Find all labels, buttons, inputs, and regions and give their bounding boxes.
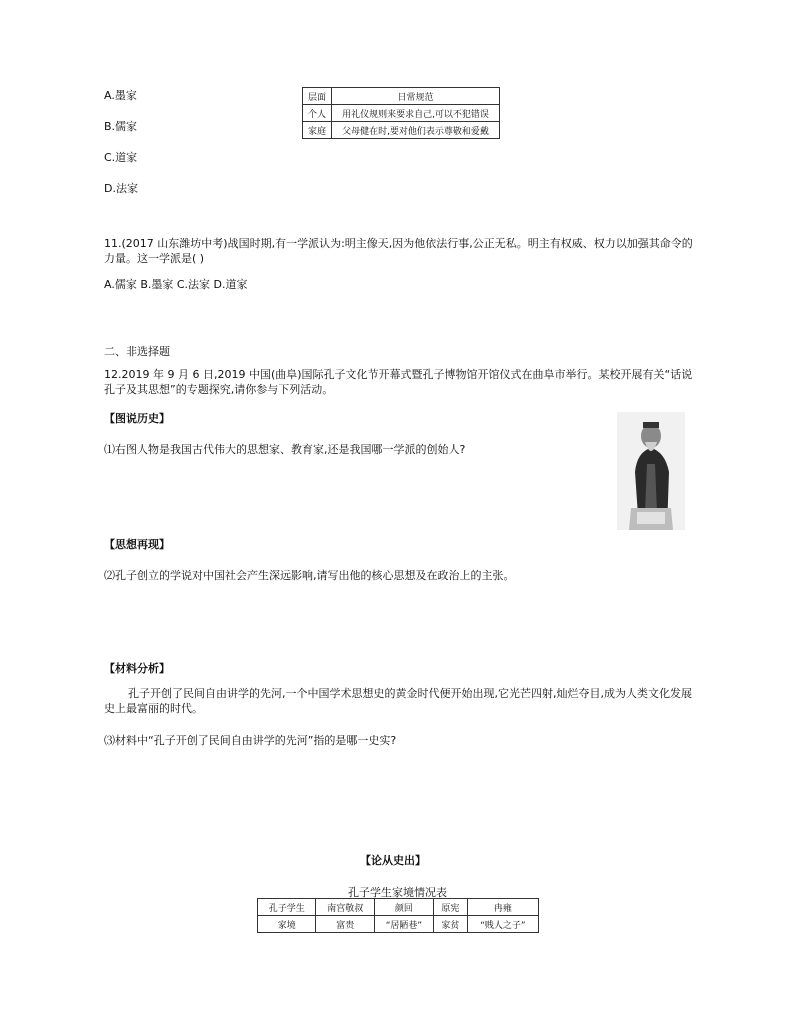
table-title: 孔子学生家境情况表 xyxy=(348,886,447,899)
table-cell: 用礼仪规则来要求自己,可以不犯错误 xyxy=(332,105,500,122)
q12-stem: 12.2019 年 9 月 6 日,2019 中国(曲阜)国际孔子文化节开幕式暨孔子博物馆开馆仪式在曲阜市举行。某校开展有关“话说孔子及其思想”的专题探究,请你参与下列活动。 xyxy=(104,368,693,396)
q11-options: A.儒家 B.墨家 C.法家 D.道家 xyxy=(104,278,248,291)
table-row xyxy=(258,899,539,916)
table-cell: “居陋巷” xyxy=(374,916,433,933)
table-cell: 家境 xyxy=(258,916,316,933)
table-header-cell: 颜回 xyxy=(374,899,433,916)
table-row xyxy=(303,88,500,105)
table-header-cell: 孔子学生 xyxy=(258,899,316,916)
table-cell: 家庭 xyxy=(303,122,332,139)
table-header-cell: 层面 xyxy=(303,88,332,105)
table-cell: 家贫 xyxy=(433,916,467,933)
table-cell: “贱人之子” xyxy=(467,916,538,933)
table-row xyxy=(303,122,500,139)
part-title-thought-revisited: 【思想再现】 xyxy=(104,538,170,551)
q12-part1-question: ⑴右图人物是我国古代伟大的思想家、教育家,还是我国哪一学派的创始人? xyxy=(104,443,466,456)
student-family-table xyxy=(257,898,539,933)
part-title-material-analysis: 【材料分析】 xyxy=(104,662,170,675)
confucius-portrait xyxy=(617,412,685,530)
table-header-cell: 冉雍 xyxy=(467,899,538,916)
part-title-history-argument: 【论从史出】 xyxy=(360,854,426,867)
table-row xyxy=(303,105,500,122)
table-cell: 个人 xyxy=(303,105,332,122)
table-cell: 富贵 xyxy=(316,916,374,933)
section-title: 二、非选择题 xyxy=(104,345,170,358)
q10-option-a: A.墨家 xyxy=(104,89,137,102)
table-header-cell: 原宪 xyxy=(433,899,467,916)
q10-option-d: D.法家 xyxy=(104,182,138,195)
table-cell: 父母健在时,要对他们表示尊敬和爱戴 xyxy=(332,122,500,139)
q12-part2-question: ⑵孔子创立的学说对中国社会产生深远影响,请写出他的核心思想及在政治上的主张。 xyxy=(104,569,515,582)
table-header-cell: 日常规范 xyxy=(332,88,500,105)
q10-norms-table xyxy=(302,87,500,139)
part-title-illustrated-history: 【图说历史】 xyxy=(104,412,170,425)
table-row xyxy=(258,916,539,933)
table-header-cell: 南宫敬叔 xyxy=(316,899,374,916)
q11-stem: 11.(2017 山东潍坊中考)战国时期,有一学派认为:明主像天,因为他依法行事,公正无私。明主有权威、权力以加强其命令的力量。这一学派是( ) xyxy=(104,237,693,265)
q10-option-b: B.儒家 xyxy=(104,120,138,133)
q12-material: 孔子开创了民间自由讲学的先河,一个中国学术思想史的黄金时代便开始出现,它光芒四射,灿烂夺目,成为人类文化发展史上最富丽的时代。 xyxy=(104,687,692,715)
q12-part3-question: ⑶材料中“孔子开创了民间自由讲学的先河”指的是哪一史实? xyxy=(104,734,397,747)
q10-option-c: C.道家 xyxy=(104,151,138,164)
